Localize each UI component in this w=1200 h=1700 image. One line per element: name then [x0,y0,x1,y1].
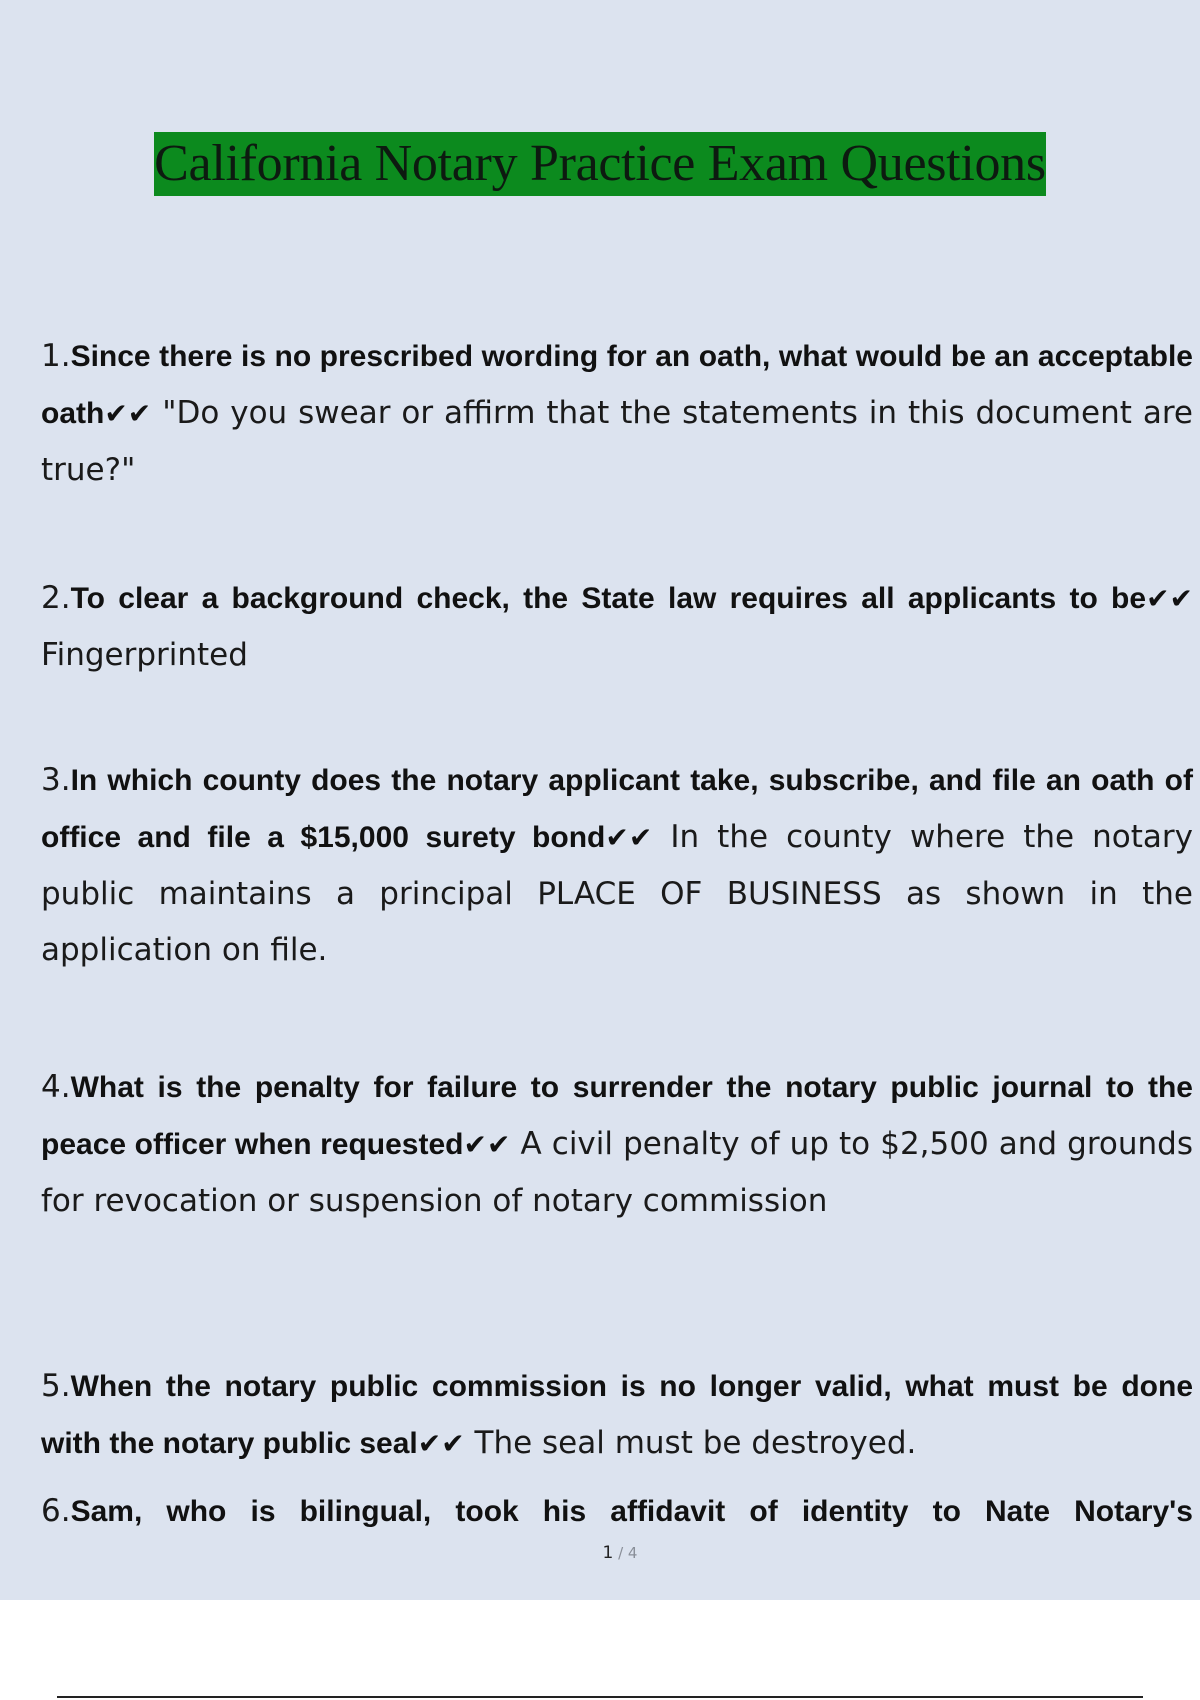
question-number: 4. [41,1069,71,1105]
question-text: To clear a background check, the State law requires all applicants to be [70,582,1147,615]
question-number: 6. [41,1493,71,1529]
question-item-6 [41,1483,1193,1539]
checkmark-icon: ✔✔ [104,397,152,430]
question-number: 5. [41,1368,71,1404]
question-text: Sam, who is bilingual, took his affidavit of identity to Nate Notary's [70,1495,1193,1528]
page-total: / 4 [613,1544,638,1562]
checkmark-icon: ✔✔ [463,1128,511,1161]
question-text: What is the penalty for failure to surrender the notary public journal to the peace officer when requested [41,1071,1193,1161]
question-item-3 [41,752,1193,978]
question-item-5 [41,1358,1193,1472]
question-item-1 [41,328,1193,498]
question-number: 2. [41,580,71,616]
answer-text: In the county where the notary public maintains a principal PLACE OF BUSINESS as shown in the application on file. [41,819,1193,968]
answer-text: A civil penalty of up to $2,500 and grounds for revocation or suspension of notary commission [41,1126,1193,1219]
page-indicator [0,1543,1200,1563]
question-text: In which county does the notary applicant take, subscribe, and file an oath of office and file a $15,000 surety bond [41,764,1193,854]
question-item-2 [41,570,1193,683]
question-text: Since there is no prescribed wording for an oath, what would be an acceptable oath [41,340,1193,430]
document-title: California Notary Practice Exam Questions [154,132,1046,196]
question-number: 3. [41,762,71,798]
footer-divider [57,1696,1143,1698]
answer-text: Fingerprinted [41,637,248,673]
page-current: 1 [602,1543,614,1563]
question-text: When the notary public commission is no longer valid, what must be done with the notary public seal [41,1370,1193,1460]
answer-text: The seal must be destroyed. [464,1425,917,1461]
checkmark-icon: ✔✔ [417,1427,465,1460]
answer-text: "Do you swear or affirm that the statements in this document are true?" [41,395,1193,488]
checkmark-icon: ✔✔ [605,821,653,854]
question-item-4 [41,1059,1193,1229]
checkmark-icon: ✔✔ [1146,582,1193,615]
question-number: 1. [41,338,71,374]
title-container [0,132,1200,196]
